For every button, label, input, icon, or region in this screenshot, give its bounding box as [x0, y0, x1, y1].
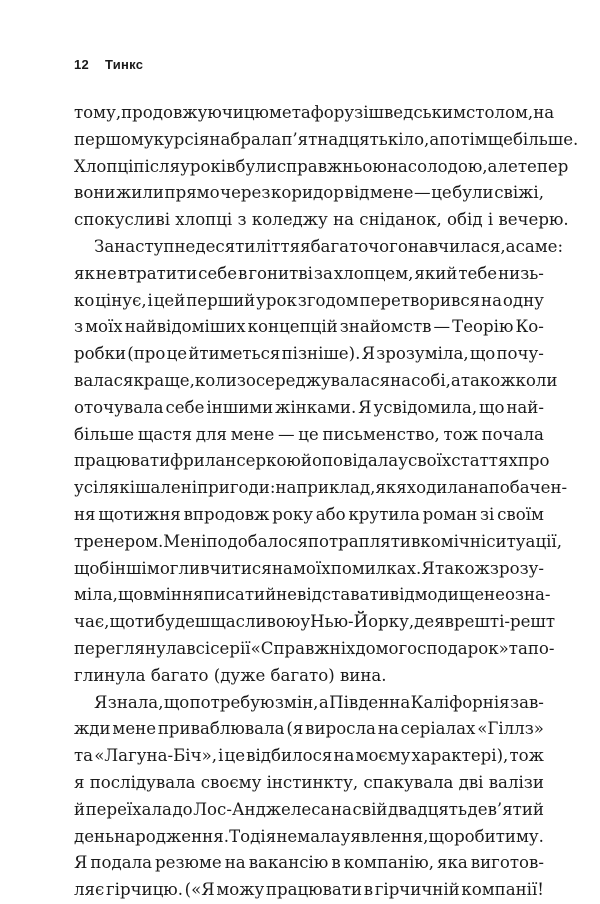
- text-line: робки (про це йтиметься пізніше). Я зрозуміла, що почу-: [74, 344, 544, 364]
- text-line: усілякі шалені пригоди: наприклад, як я ходила на побачен-: [74, 478, 568, 498]
- text-line: щоб інші могли вчитися на моїх помилках. Я також зрозу-: [74, 558, 544, 578]
- body-text: [74, 100, 579, 904]
- page-number: 12: [74, 57, 90, 72]
- text-line: глинула багато (дуже багато) вина.: [74, 665, 387, 685]
- text-line: з моїх найвідоміших концепцій знайомств — Теорію Ко-: [74, 317, 544, 337]
- book-title: Тинкс: [104, 57, 144, 72]
- text-line: Я подала резюме на вакансію в компанію, яка виготов-: [74, 853, 544, 873]
- text-line: та «Лагуна-Біч», і це відбилося на моєму характері), тож: [74, 746, 544, 766]
- text-line: чає, що ти будеш щасливою у Нью-Йорку, де я врешті-решт: [74, 612, 556, 632]
- text-line: й переїхала до Лос-Анджелеса на свій двадцять дев’ятий: [74, 799, 544, 819]
- text-line: день народження. Тоді я не мала уявлення, що робитиму.: [74, 826, 544, 846]
- text-line: тренером. Мені подобалося потрапляти в комічні ситуації,: [74, 531, 562, 551]
- text-line: вони жили прямо через коридор від мене — це були свіжі,: [74, 183, 544, 203]
- text-line: ко цінує, і цей перший урок згодом перетворився на одну: [74, 290, 544, 310]
- text-line: я послідувала своєму інстинкту, спакувала дві валізи: [74, 772, 544, 792]
- text-line: Я знала, що потребую змін, а Південна Каліфорнія зав-: [94, 692, 544, 712]
- text-line: спокусливі хлопці з коледжу на сніданок, обід і вечерю.: [74, 210, 569, 230]
- text-line: жди мене приваблювала (я виросла на серіалах «Гіллз»: [74, 719, 544, 739]
- text-line: ляє гірчицю. («Я можу працювати в гірчичній компанії!: [74, 880, 544, 900]
- text-line: ня щотижня впродовж року або крутила роман зі своїм: [74, 504, 544, 524]
- text-line: тому, продовжуючи цю метафору зі шведським столом, на: [74, 103, 555, 122]
- text-line: першому курсі я набрала п’ятнадцять кіло, а потім ще більше.: [74, 129, 579, 149]
- text-line: Хлопці після уроків були справжньою насолодою, але тепер: [74, 156, 569, 176]
- text-line: оточувала себе іншими жінками. Я усвідомила, що най-: [74, 397, 544, 417]
- text-line: переглянула всі серії «Справжніх домогосподарок» та по-: [74, 638, 555, 658]
- text-line: валася краще, коли зосереджувалася на собі, а також коли: [74, 370, 558, 390]
- text-line: працювати фрилансеркою й оповідала у своїх статтях про: [74, 451, 550, 471]
- text-line: як не втратити себе в гонитві за хлопцем, який тебе низь-: [74, 263, 544, 283]
- running-head: [74, 57, 143, 72]
- text-line: За наступне десятиліття я багато чого навчилася, а саме:: [94, 236, 564, 256]
- text-line: міла, що вміння писати й не відставати від моди ще не озна-: [74, 585, 551, 605]
- text-line: більше щастя для мене — це письменство, тож почала: [74, 424, 544, 444]
